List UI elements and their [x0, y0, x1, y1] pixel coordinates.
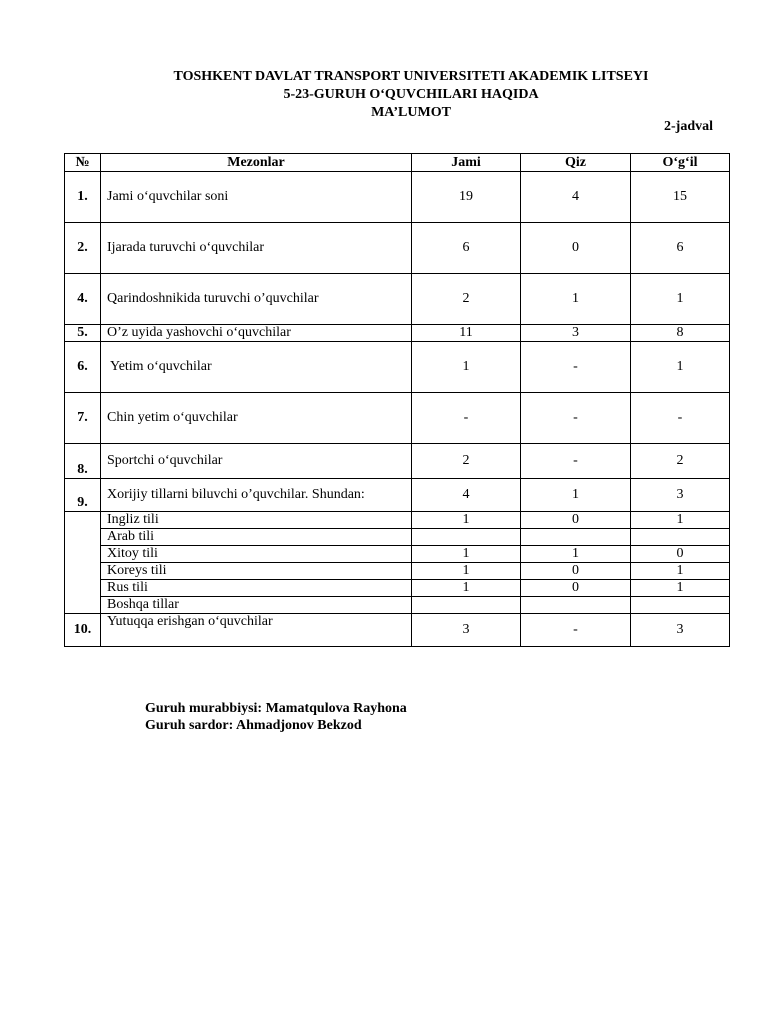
row-total: 19 [412, 172, 521, 223]
row-girls: 3 [521, 325, 631, 342]
row-boys: 3 [631, 614, 730, 647]
row-girls: 1 [521, 546, 631, 563]
row-number: 9. [65, 479, 101, 512]
row-number: 2. [65, 223, 101, 274]
row-total: 1 [412, 512, 521, 529]
row-number: 7. [65, 393, 101, 444]
row-girls: 1 [521, 274, 631, 325]
row-criteria: Jami o‘quvchilar soni [101, 172, 412, 223]
table-row [65, 479, 730, 512]
table-row [65, 580, 730, 597]
row-number: 8. [65, 444, 101, 479]
row-criteria: Qarindoshnikida turuvchi o’quvchilar [101, 274, 412, 325]
row-criteria: Koreys tili [101, 563, 412, 580]
row-girls: - [521, 614, 631, 647]
header-boys: O‘g‘il [631, 154, 730, 172]
table-row [65, 512, 730, 529]
table-header-row [65, 154, 730, 172]
row-criteria: O’z uyida yashovchi o‘quvchilar [101, 325, 412, 342]
row-total: 3 [412, 614, 521, 647]
row-girls: 4 [521, 172, 631, 223]
table-row [65, 563, 730, 580]
row-total [412, 597, 521, 614]
row-girls: 0 [521, 512, 631, 529]
row-boys: 1 [631, 580, 730, 597]
row-number-empty [65, 512, 101, 614]
row-boys: 3 [631, 479, 730, 512]
row-number: 10. [65, 614, 101, 647]
row-criteria: Yetim o‘quvchilar [101, 342, 412, 393]
title-line-2: 5-23-GURUH O‘QUVCHILARI HAQIDA [283, 87, 539, 102]
table-row [65, 223, 730, 274]
row-girls: - [521, 444, 631, 479]
students-table [64, 153, 730, 647]
group-mentor: Guruh murabbiysi: Mamatqulova Rayhona [145, 701, 407, 716]
row-criteria: Xitoy tili [101, 546, 412, 563]
row-total [412, 529, 521, 546]
row-total: 2 [412, 444, 521, 479]
document-title [0, 68, 768, 122]
row-criteria: Chin yetim o‘quvchilar [101, 393, 412, 444]
table-row [65, 342, 730, 393]
row-total: 1 [412, 546, 521, 563]
row-boys: 6 [631, 223, 730, 274]
row-boys: - [631, 393, 730, 444]
group-leader: Guruh sardor: Ahmadjonov Bekzod [145, 718, 362, 733]
row-criteria: Xorijiy tillarni biluvchi o’quvchilar. Shundan: [101, 479, 412, 512]
row-total: 2 [412, 274, 521, 325]
row-girls: 1 [521, 479, 631, 512]
table-row [65, 614, 730, 647]
row-boys: 1 [631, 342, 730, 393]
row-boys: 1 [631, 563, 730, 580]
table-row [65, 325, 730, 342]
row-criteria: Yutuqqa erishgan o‘quvchilar [101, 614, 412, 647]
row-number: 5. [65, 325, 101, 342]
row-total: 6 [412, 223, 521, 274]
row-boys: 15 [631, 172, 730, 223]
table-row [65, 546, 730, 563]
row-criteria: Boshqa tillar [101, 597, 412, 614]
header-no: № [65, 154, 101, 172]
header-total: Jami [412, 154, 521, 172]
header-criteria: Mezonlar [101, 154, 412, 172]
table-row [65, 597, 730, 614]
header-girls: Qiz [521, 154, 631, 172]
row-boys: 1 [631, 512, 730, 529]
title-line-3: MA’LUMOT [371, 105, 451, 120]
row-girls: 0 [521, 223, 631, 274]
row-total: 1 [412, 342, 521, 393]
row-boys: 1 [631, 274, 730, 325]
table-row [65, 274, 730, 325]
row-total: 1 [412, 563, 521, 580]
row-girls: - [521, 342, 631, 393]
table-row [65, 393, 730, 444]
table-row [65, 529, 730, 546]
row-criteria: Sportchi o‘quvchilar [101, 444, 412, 479]
row-number: 6. [65, 342, 101, 393]
row-criteria: Ijarada turuvchi o‘quvchilar [101, 223, 412, 274]
table-label: 2-jadval [664, 119, 713, 134]
signature-block [145, 700, 407, 734]
row-boys: 0 [631, 546, 730, 563]
row-number: 1. [65, 172, 101, 223]
row-criteria: Ingliz tili [101, 512, 412, 529]
row-boys: 8 [631, 325, 730, 342]
row-total: - [412, 393, 521, 444]
table-row [65, 172, 730, 223]
row-girls [521, 529, 631, 546]
row-girls: 0 [521, 580, 631, 597]
row-criteria: Rus tili [101, 580, 412, 597]
row-boys: 2 [631, 444, 730, 479]
row-boys [631, 597, 730, 614]
title-line-1: TOSHKENT DAVLAT TRANSPORT UNIVERSITETI AKADEMIK LITSEYI [173, 69, 649, 84]
row-girls [521, 597, 631, 614]
table-row [65, 444, 730, 479]
row-girls: - [521, 393, 631, 444]
row-total: 1 [412, 580, 521, 597]
row-total: 4 [412, 479, 521, 512]
row-number: 4. [65, 274, 101, 325]
row-boys [631, 529, 730, 546]
row-total: 11 [412, 325, 521, 342]
row-girls: 0 [521, 563, 631, 580]
row-criteria: Arab tili [101, 529, 412, 546]
